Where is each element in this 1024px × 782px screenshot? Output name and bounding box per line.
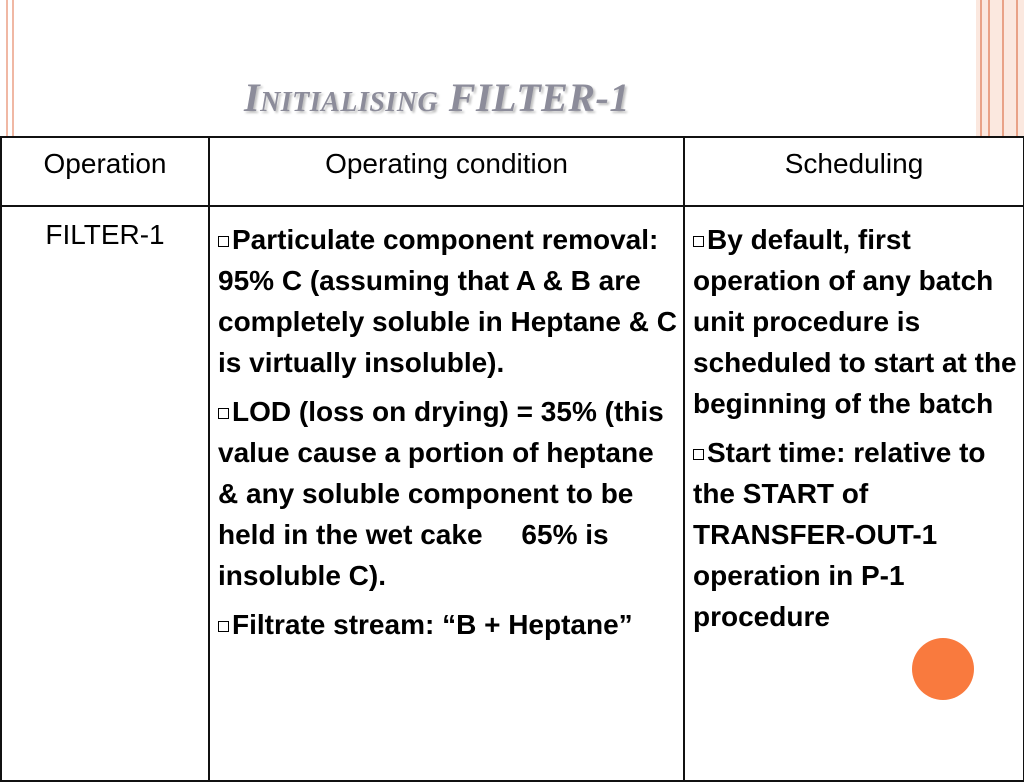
- condition-bullet: [218, 604, 677, 645]
- slide-title: Initialising FILTER-1: [244, 75, 630, 120]
- operation-table: [0, 136, 1024, 782]
- table-header-row: [1, 137, 1024, 206]
- square-bullet-icon: [218, 236, 229, 247]
- scheduling-text: Start time: relative to the START of TRANSFER-OUT-1 operation in P-1 procedure: [693, 437, 986, 632]
- table-row: [1, 206, 1024, 781]
- orange-circle-decoration: [912, 638, 974, 700]
- square-bullet-icon: [218, 621, 229, 632]
- condition-text: Filtrate stream: “B + Heptane”: [232, 609, 633, 640]
- header-operating-condition: Operating condition: [209, 137, 684, 206]
- operating-condition-cell: [209, 206, 684, 781]
- header-scheduling: Scheduling: [684, 137, 1024, 206]
- square-bullet-icon: [693, 449, 704, 460]
- condition-text: LOD (loss on drying) = 35% (this value cause a portion of heptane & any soluble component to be held in the wet cake 65% is insoluble C).: [218, 396, 672, 591]
- scheduling-cell: [684, 206, 1024, 781]
- square-bullet-icon: [218, 408, 229, 419]
- header-operation: Operation: [1, 137, 209, 206]
- square-bullet-icon: [693, 236, 704, 247]
- scheduling-text: By default, first operation of any batch unit procedure is scheduled to start at the beginning of the batch: [693, 224, 1017, 419]
- operation-cell: FILTER-1: [1, 206, 209, 781]
- condition-text: Particulate component removal: 95% C (assuming that A & B are completely soluble in Heptane & C is virtually insoluble).: [218, 224, 677, 378]
- scheduling-bullet: [693, 219, 1017, 424]
- condition-bullet: [218, 391, 677, 596]
- scheduling-bullet: [693, 432, 1017, 637]
- condition-bullet: [218, 219, 677, 383]
